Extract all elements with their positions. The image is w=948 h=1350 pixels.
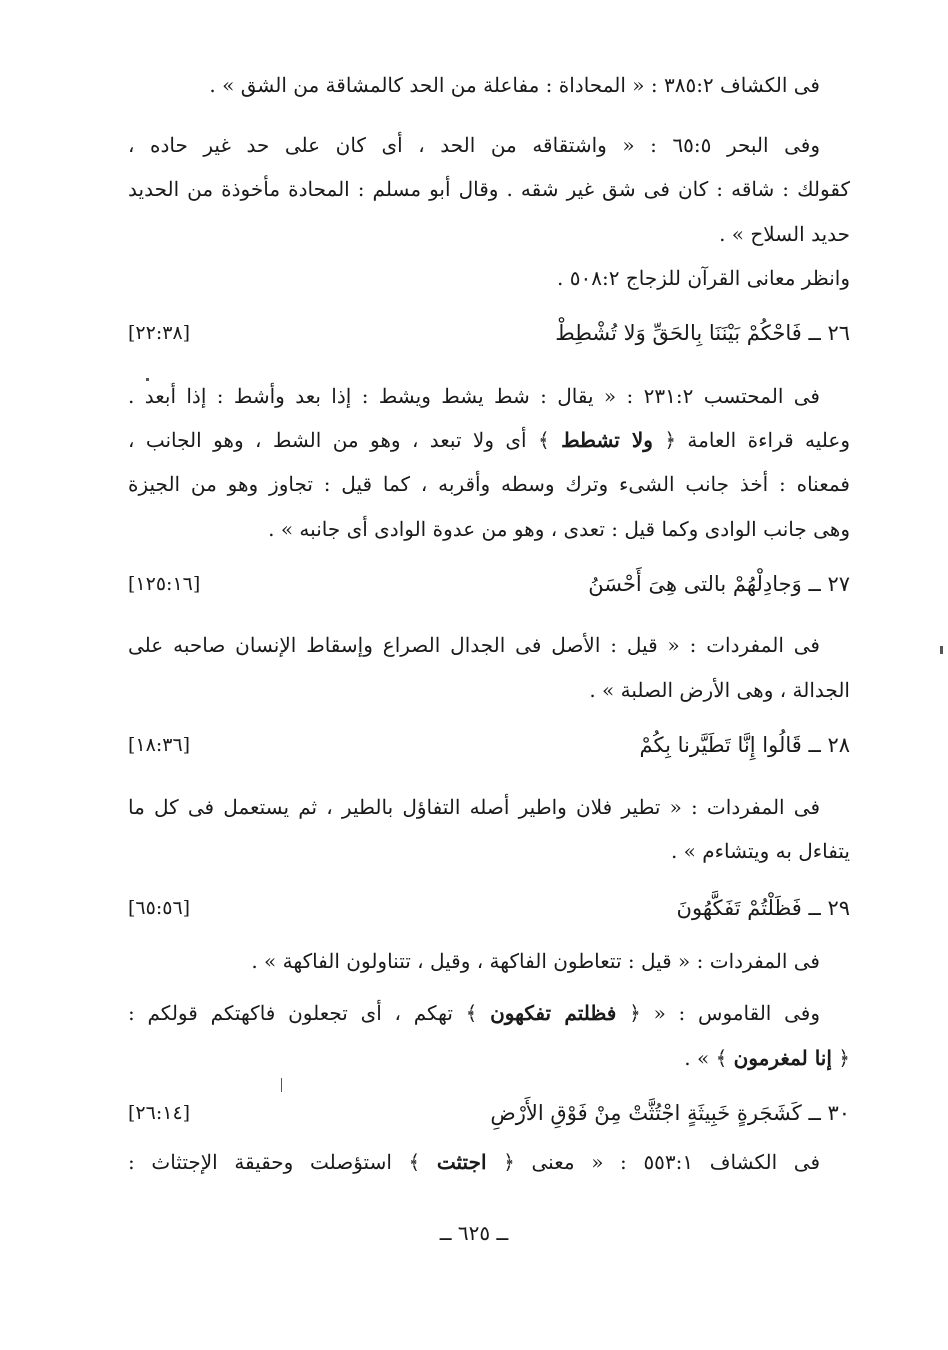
verse-text: ٢٨ ــ قَالُوا إِنَّا تَطَيَّرنا بِكُمْ <box>639 733 850 757</box>
text-line: حديد السلاح » . <box>719 222 850 246</box>
page-number: ــ ٦٢٥ ــ <box>439 1221 509 1245</box>
scan-speck <box>940 646 943 654</box>
text-line: وهى جانب الوادى وكما قيل : تعدى ، وهو من عدوة الوادى أى جانبه » . <box>268 517 850 541</box>
scan-speck <box>281 1078 282 1092</box>
quoted-verse: إنا لمغرمون <box>733 1046 832 1070</box>
text-line: وعليه قراءة العامة ﴿ ولا تشطط ﴾ أى ولا تبعد ، وهو من الشط ، وهو الجانب ، <box>128 428 850 452</box>
verse-reference: [٢٦:١٤] <box>128 1102 191 1124</box>
verse-text: ٢٦ ــ فَاحْكُمْ بَيْنَنَا بِالحَقِّ وَلا تُشْطِطْ <box>555 321 850 345</box>
text-line: وفى البحر ٦٥:٥ : « واشتقاقه من الحد ، أى كان على حد غير حاده ، <box>128 133 820 157</box>
quran-verse-entry <box>128 728 850 762</box>
text-line: وفى القاموس : « ﴿ فظلتم تفكهون ﴾ تهكم ، أى تجعلون فاكهتكم قولكم : <box>128 1001 820 1025</box>
text-line: كقولك : شاقه : كان فى شق غير شقه . وقال أبو مسلم : المحادة مأخوذة من الحديد <box>128 177 850 201</box>
quran-verse-entry <box>128 567 850 601</box>
verse-reference: [٢٢:٣٨] <box>128 322 191 344</box>
text-line: فى المفردات : « قيل : تتعاطون الفاكهة ، وقيل ، تتناولون الفاكهة » . <box>251 949 820 973</box>
quran-verse-entry <box>128 891 850 925</box>
verse-text: ٢٧ ــ وَجادِلْهُمْ بالتى هِىَ أَحْسَنُ <box>588 572 850 596</box>
quran-verse-entry <box>128 316 850 350</box>
text-line: الجدالة ، وهى الأرض الصلبة » . <box>589 678 850 702</box>
text-line: وانظر معانى القرآن للزجاج ٥٠٨:٢ . <box>557 266 850 290</box>
quoted-verse: اجتثت <box>436 1150 487 1174</box>
verse-reference: [٦٥:٥٦] <box>128 897 191 919</box>
scan-speck <box>146 378 149 381</box>
quran-verse-entry <box>128 1096 850 1130</box>
text-line: فى المفردات : « قيل : الأصل فى الجدال الصراع وإسقاط الإنسان صاحبه على <box>128 633 820 657</box>
text-line: فى الكشاف ٥٥٣:١ : « معنى ﴿ اجتثت ﴾ استؤصلت وحقيقة الإجتثاث : <box>128 1150 820 1174</box>
quoted-verse: ولا تشطط <box>561 428 653 452</box>
verse-text: ٣٠ ــ كَشَجَرةٍ خَبِيثَةٍ اجْتُثَّتْ مِنْ فَوْقِ الأَرْضِ <box>490 1101 850 1125</box>
verse-reference: [١٢٥:١٦] <box>128 573 201 595</box>
verse-reference: [١٨:٣٦] <box>128 734 191 756</box>
text-line: فمعناه : أخذ جانب الشىء وترك وسطه وأقربه ، كما قيل : تجاوز وهو من الجيزة <box>128 472 850 496</box>
verse-text: ٢٩ ــ فَظَلْتُمْ تَفَكَّهُونَ <box>676 896 850 920</box>
text-line: فى المفردات : « تطير فلان واطير أصله التفاؤل بالطير ، ثم يستعمل فى كل ما <box>128 795 820 819</box>
text-line: فى المحتسب ٢٣١:٢ : « يقال : شط يشط ويشط : إذا بعد وأشط : إذا أبعد . <box>128 384 820 408</box>
text-line: يتفاءل به ويتشاءم » . <box>670 839 850 863</box>
text-line: ﴿ إنا لمغرمون ﴾ » . <box>684 1046 850 1070</box>
quoted-verse: فظلتم تفكهون <box>490 1001 617 1025</box>
text-line: فى الكشاف ٣٨٥:٢ : « المحاداة : مفاعلة من الحد كالمشاقة من الشق » . <box>209 73 820 97</box>
